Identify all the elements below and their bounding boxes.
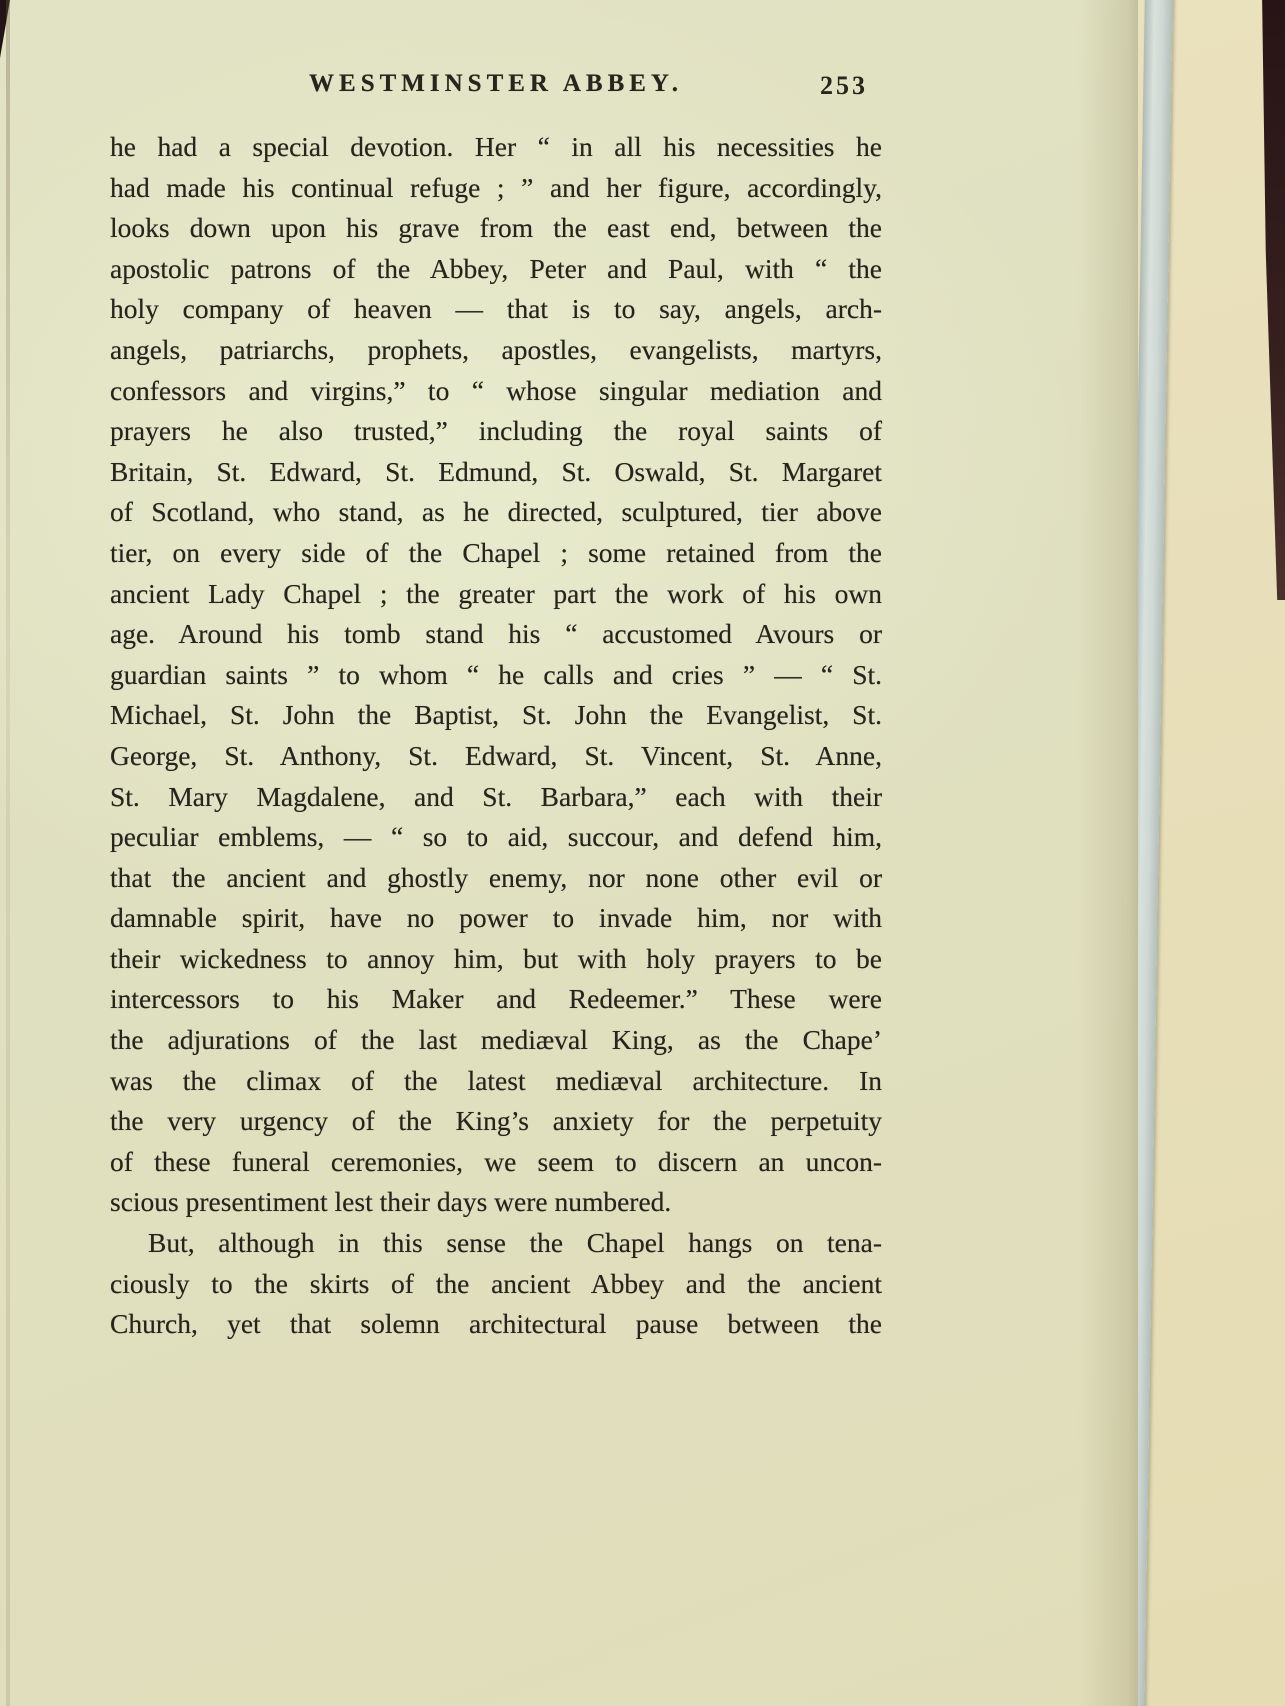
text-line: of Scotland, who stand, as he directed, sculptured, tier above	[110, 496, 882, 528]
page-header	[110, 70, 882, 110]
text-line: guardian saints ” to whom “ he calls and cries ” — “ St.	[110, 658, 882, 690]
text-line: that the ancient and ghostly enemy, nor none other evil or	[110, 861, 882, 893]
text-line: age. Around his tomb stand his “ accustomed Avours or	[110, 618, 882, 650]
text-line: was the climax of the latest mediæval architecture. In	[110, 1064, 882, 1096]
text-line: of these funeral ceremonies, we seem to discern an uncon-	[110, 1145, 882, 1177]
text-line: George, St. Anthony, St. Edward, St. Vincent, St. Anne,	[110, 739, 882, 771]
page-number: 253	[820, 71, 868, 100]
text-line: intercessors to his Maker and Redeemer.” These were	[110, 983, 882, 1015]
text-line: Church, yet that solemn architectural pause between the	[110, 1308, 882, 1340]
text-line: ciously to the skirts of the ancient Abbey and the ancient	[110, 1267, 882, 1299]
text-line: Britain, St. Edward, St. Edmund, St. Oswald, St. Margaret	[110, 455, 882, 487]
text-line: confessors and virgins,” to “ whose singular mediation and	[110, 374, 882, 406]
text-line: apostolic patrons of the Abbey, Peter and Paul, with “ the	[110, 252, 882, 284]
text-block	[110, 127, 882, 1345]
page-edge-strip	[1138, 0, 1173, 1706]
text-line: looks down upon his grave from the east end, between the	[110, 212, 882, 244]
text-line: had made his continual refuge ; ” and her figure, accordingly,	[110, 171, 882, 203]
text-line: St. Mary Magdalene, and St. Barbara,” each with their	[110, 780, 882, 812]
text-line: But, although in this sense the Chapel hangs on tena-	[148, 1227, 882, 1259]
text-line: scious presentiment lest their days were numbered.	[110, 1186, 672, 1218]
text-line: angels, patriarchs, prophets, apostles, evangelists, martyrs,	[110, 333, 882, 365]
text-line: damnable spirit, have no power to invade him, nor with	[110, 902, 882, 934]
text-line: their wickedness to annoy him, but with holy prayers to be	[110, 942, 882, 974]
text-line: peculiar emblems, — “ so to aid, succour, and defend him,	[110, 821, 882, 853]
text-line: tier, on every side of the Chapel ; some retained from the	[110, 536, 882, 568]
text-line: Michael, St. John the Baptist, St. John the Evangelist, St.	[110, 699, 882, 731]
text-line: the adjurations of the last mediæval King, as the Chape’	[110, 1024, 882, 1056]
running-title: WESTMINSTER ABBEY.	[309, 70, 683, 97]
text-line: the very urgency of the King’s anxiety for the perpetuity	[110, 1105, 882, 1137]
text-line: ancient Lady Chapel ; the greater part the work of his own	[110, 577, 882, 609]
book-fore-edge	[1138, 0, 1285, 1706]
top-right-dark-corner	[1259, 0, 1285, 600]
text-line: prayers he also trusted,” including the royal saints of	[110, 415, 882, 447]
text-line: he had a special devotion. Her “ in all his necessities he	[110, 131, 882, 162]
text-line: holy company of heaven — that is to say, angels, arch-	[110, 293, 882, 325]
left-page-crease	[6, 0, 10, 1706]
